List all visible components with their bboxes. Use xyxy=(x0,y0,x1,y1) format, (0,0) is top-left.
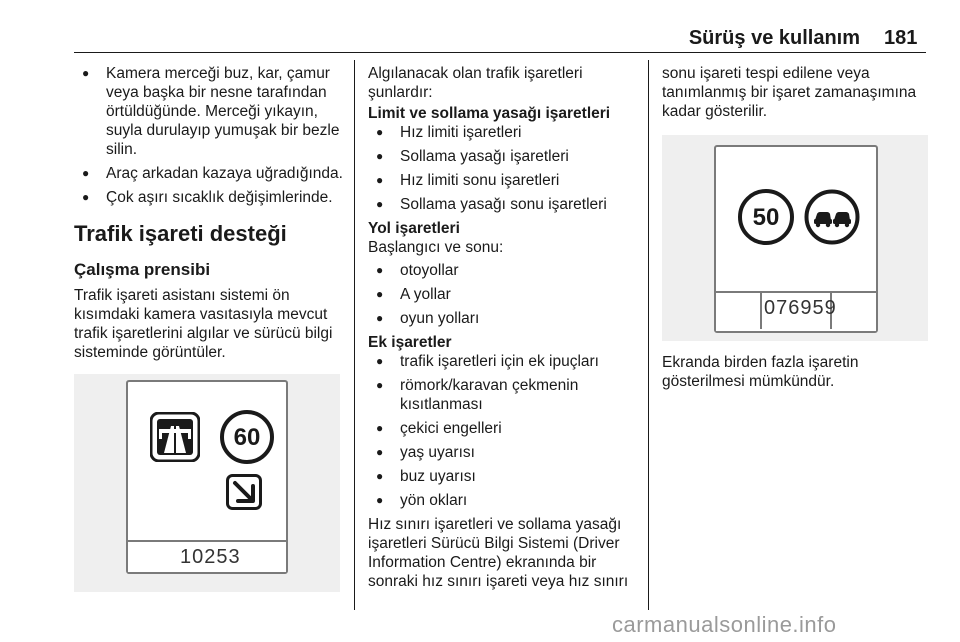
speed-limit-sign-60 xyxy=(220,410,274,464)
list-item: ● Kamera merceği buz, kar, çamur veya başka bir nesne tarafından örtüldüğünde. Merceği yıkayın, suyla durulayıp yumuşak bir bezle silin. xyxy=(74,64,344,159)
list-intro: Algılanacak olan trafik işaretleri şunlardır: xyxy=(368,65,583,101)
group-heading-limits: Limit ve sollama yasağı işaretleri xyxy=(368,105,611,122)
roads-list xyxy=(368,261,640,328)
closing-paragraph: Hız sınırı işaretleri ve sollama yasağı işaretleri Sürücü Bilgi Sistemi (Driver Information Centre) ekranında bir sonraki hız sınırı işareti veya hız sınırı xyxy=(368,516,629,590)
list-item: ● Çok aşırı sıcaklık değişimlerinde. xyxy=(74,188,344,207)
list-item: ● buz uyarısı xyxy=(368,467,640,486)
list-item: ● A yollar xyxy=(368,285,640,304)
section-title: Trafik işareti desteği xyxy=(74,221,287,246)
conditions-list xyxy=(74,64,344,207)
list-item: ● Araç arkadan kazaya uğradığında. xyxy=(74,164,344,183)
intro-paragraph: Trafik işareti asistanı sistemi ön kısımdaki kamera vasıtasıyla mevcut trafik işaretlerini algılar ve sürücü bilgi sisteminde görüntüler. xyxy=(74,287,333,361)
figure-sign-display-1 xyxy=(74,374,340,592)
extra-list xyxy=(368,352,640,510)
list-item: ● yön okları xyxy=(368,491,640,510)
list-item: ● Hız limiti sonu işaretleri xyxy=(368,171,640,190)
column-divider-2 xyxy=(648,60,649,610)
list-item: ● Hız limiti işaretleri xyxy=(368,123,640,142)
code-box-divider xyxy=(760,291,762,329)
list-item: ● trafik işaretleri için ek ipuçları xyxy=(368,352,640,371)
column-divider-1 xyxy=(354,60,355,610)
display-panel xyxy=(126,380,288,574)
watermark: carmanualsonline.info xyxy=(612,612,837,637)
display-code: 10253 xyxy=(180,546,241,568)
roads-intro: Başlangıcı ve sonu: xyxy=(368,239,504,256)
no-overtaking-sign-icon xyxy=(804,189,860,245)
arrow-down-right-icon xyxy=(226,474,262,510)
speed-limit-value: 60 xyxy=(233,423,261,451)
subsection-title: Çalışma prensibi xyxy=(74,260,211,279)
list-item: ● çekici engelleri xyxy=(368,419,640,438)
list-item: ● oyun yolları xyxy=(368,309,640,328)
motorway-sign-icon xyxy=(150,412,200,462)
list-item: ● yaş uyarısı xyxy=(368,443,640,462)
speed-limit-sign-50 xyxy=(738,189,794,245)
list-item: ● otoyollar xyxy=(368,261,640,280)
display-panel xyxy=(714,145,878,333)
column-1 xyxy=(74,64,344,592)
figure-sign-display-2 xyxy=(662,135,928,341)
display-code: 076959 xyxy=(764,297,837,319)
continuation-paragraph: sonu işareti tespi edilene veya tanımlanmış bir işaret zamanaşımına kadar gösterilir. xyxy=(662,65,917,120)
column-3 xyxy=(662,64,928,391)
note-paragraph: Ekranda birden fazla işaretin gösterilmesi mümkündür. xyxy=(662,354,859,390)
header-rule xyxy=(74,52,926,53)
speed-limit-value: 50 xyxy=(752,203,780,231)
limits-list xyxy=(368,123,640,214)
page-number: 181 xyxy=(884,27,918,49)
list-item: ● Sollama yasağı işaretleri xyxy=(368,147,640,166)
column-2 xyxy=(368,64,640,591)
list-item: ● römork/karavan çekmenin kısıtlanması xyxy=(368,376,640,414)
group-heading-extra: Ek işaretler xyxy=(368,334,452,351)
list-item: ● Sollama yasağı sonu işaretleri xyxy=(368,195,640,214)
group-heading-roads: Yol işaretleri xyxy=(368,220,460,237)
page-title: Sürüş ve kullanım xyxy=(688,27,860,49)
